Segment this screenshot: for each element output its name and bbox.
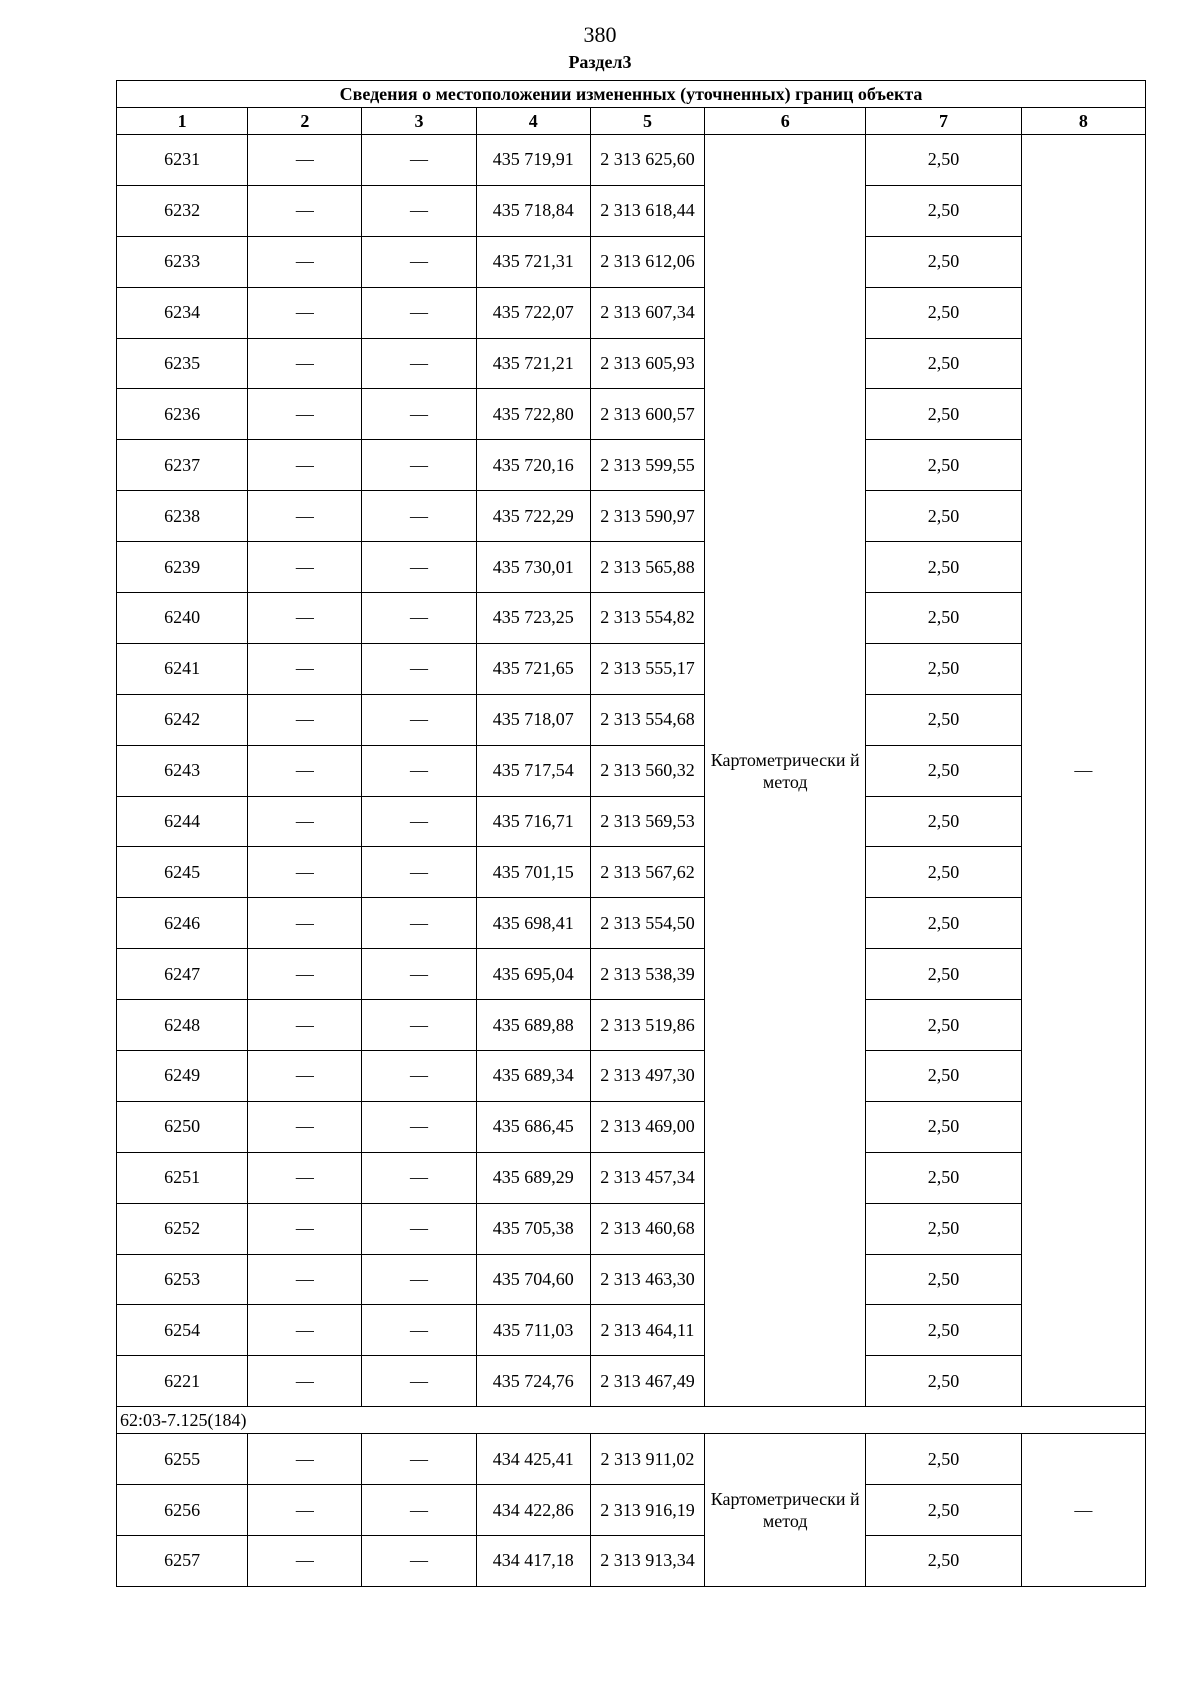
coordinates-table [116, 80, 1146, 1587]
column-2-cell: — [248, 338, 362, 389]
column-number: 4 [476, 108, 590, 135]
point-number-cell: 6231 [117, 135, 248, 186]
x-coordinate-cell: 435 698,41 [476, 898, 590, 949]
column-3-cell: — [362, 1434, 476, 1485]
precision-cell: 2,50 [866, 898, 1021, 949]
point-number-cell: 6250 [117, 1101, 248, 1152]
table-row [117, 338, 1146, 389]
y-coordinate-cell: 2 313 913,34 [590, 1536, 704, 1587]
x-coordinate-cell: 435 719,91 [476, 135, 590, 186]
column-2-cell: — [248, 542, 362, 593]
column-2-cell: — [248, 1101, 362, 1152]
table-row [117, 1051, 1146, 1102]
column-3-cell: — [362, 389, 476, 440]
point-number-cell: 6254 [117, 1305, 248, 1356]
point-number-cell: 6235 [117, 338, 248, 389]
table-row [117, 491, 1146, 542]
precision-cell: 2,50 [866, 135, 1021, 186]
precision-cell: 2,50 [866, 1101, 1021, 1152]
x-coordinate-cell: 435 721,65 [476, 643, 590, 694]
y-coordinate-cell: 2 313 554,68 [590, 694, 704, 745]
point-number-cell: 6233 [117, 236, 248, 287]
point-number-cell: 6236 [117, 389, 248, 440]
column-3-cell: — [362, 796, 476, 847]
x-coordinate-cell: 435 689,29 [476, 1152, 590, 1203]
y-coordinate-cell: 2 313 555,17 [590, 643, 704, 694]
x-coordinate-cell: 434 417,18 [476, 1536, 590, 1587]
y-coordinate-cell: 2 313 567,62 [590, 847, 704, 898]
column-2-cell: — [248, 287, 362, 338]
table-row [117, 898, 1146, 949]
point-number-cell: 6249 [117, 1051, 248, 1102]
table-row [117, 542, 1146, 593]
y-coordinate-cell: 2 313 569,53 [590, 796, 704, 847]
point-number-cell: 6256 [117, 1485, 248, 1536]
table-row [117, 796, 1146, 847]
x-coordinate-cell: 435 722,29 [476, 491, 590, 542]
x-coordinate-cell: 435 695,04 [476, 949, 590, 1000]
table-row [117, 1254, 1146, 1305]
point-number-cell: 6234 [117, 287, 248, 338]
precision-cell: 2,50 [866, 389, 1021, 440]
column-2-cell: — [248, 135, 362, 186]
y-coordinate-cell: 2 313 469,00 [590, 1101, 704, 1152]
x-coordinate-cell: 435 724,76 [476, 1356, 590, 1407]
column-3-cell: — [362, 593, 476, 644]
point-number-cell: 6252 [117, 1203, 248, 1254]
y-coordinate-cell: 2 313 600,57 [590, 389, 704, 440]
column-3-cell: — [362, 1356, 476, 1407]
x-coordinate-cell: 435 716,71 [476, 796, 590, 847]
column-3-cell: — [362, 1000, 476, 1051]
column-2-cell: — [248, 898, 362, 949]
y-coordinate-cell: 2 313 554,50 [590, 898, 704, 949]
column-number: 8 [1021, 108, 1145, 135]
y-coordinate-cell: 2 313 607,34 [590, 287, 704, 338]
method-cell: Картометрически й метод [705, 1434, 866, 1587]
precision-cell: 2,50 [866, 796, 1021, 847]
section-title: Раздел3 [568, 52, 632, 72]
y-coordinate-cell: 2 313 460,68 [590, 1203, 704, 1254]
table-row [117, 1101, 1146, 1152]
table-row [117, 643, 1146, 694]
method-cell: Картометрически й метод [705, 135, 866, 1407]
table-row [117, 694, 1146, 745]
table-row [117, 593, 1146, 644]
x-coordinate-cell: 435 718,84 [476, 185, 590, 236]
column-2-cell: — [248, 949, 362, 1000]
column-2-cell: — [248, 643, 362, 694]
column-2-cell: — [248, 593, 362, 644]
column-3-cell: — [362, 1101, 476, 1152]
point-number-cell: 6246 [117, 898, 248, 949]
column-2-cell: — [248, 1000, 362, 1051]
precision-cell: 2,50 [866, 185, 1021, 236]
column-2-cell: — [248, 1434, 362, 1485]
y-coordinate-cell: 2 313 463,30 [590, 1254, 704, 1305]
column-2-cell: — [248, 1356, 362, 1407]
column-2-cell: — [248, 1305, 362, 1356]
point-number-cell: 6221 [117, 1356, 248, 1407]
column-2-cell: — [248, 185, 362, 236]
y-coordinate-cell: 2 313 560,32 [590, 745, 704, 796]
table-row [117, 1305, 1146, 1356]
column-3-cell: — [362, 1152, 476, 1203]
column-3-cell: — [362, 440, 476, 491]
column-3-cell: — [362, 236, 476, 287]
point-number-cell: 6244 [117, 796, 248, 847]
column-3-cell: — [362, 1485, 476, 1536]
table-row [117, 389, 1146, 440]
table-row [117, 236, 1146, 287]
column-3-cell: — [362, 745, 476, 796]
y-coordinate-cell: 2 313 612,06 [590, 236, 704, 287]
x-coordinate-cell: 434 422,86 [476, 1485, 590, 1536]
table-row [117, 1152, 1146, 1203]
y-coordinate-cell: 2 313 467,49 [590, 1356, 704, 1407]
precision-cell: 2,50 [866, 1000, 1021, 1051]
x-coordinate-cell: 435 720,16 [476, 440, 590, 491]
column-number: 7 [866, 108, 1021, 135]
column-2-cell: — [248, 1152, 362, 1203]
column-2-cell: — [248, 389, 362, 440]
point-number-cell: 6245 [117, 847, 248, 898]
column-3-cell: — [362, 491, 476, 542]
y-coordinate-cell: 2 313 464,11 [590, 1305, 704, 1356]
precision-cell: 2,50 [866, 694, 1021, 745]
column-3-cell: — [362, 847, 476, 898]
table-row [117, 287, 1146, 338]
group-label: 62:03-7.125(184) [117, 1407, 1146, 1434]
column-3-cell: — [362, 1254, 476, 1305]
x-coordinate-cell: 435 704,60 [476, 1254, 590, 1305]
y-coordinate-cell: 2 313 625,60 [590, 135, 704, 186]
column-3-cell: — [362, 338, 476, 389]
table-row [117, 1203, 1146, 1254]
column-3-cell: — [362, 185, 476, 236]
precision-cell: 2,50 [866, 593, 1021, 644]
column-3-cell: — [362, 1051, 476, 1102]
y-coordinate-cell: 2 313 554,82 [590, 593, 704, 644]
precision-cell: 2,50 [866, 287, 1021, 338]
column-3-cell: — [362, 1305, 476, 1356]
point-number-cell: 6253 [117, 1254, 248, 1305]
point-number-cell: 6241 [117, 643, 248, 694]
precision-cell: 2,50 [866, 1356, 1021, 1407]
precision-cell: 2,50 [866, 1485, 1021, 1536]
table-caption: Сведения о местоположении измененных (уточненных) границ объекта [117, 81, 1146, 108]
precision-cell: 2,50 [866, 643, 1021, 694]
column-2-cell: — [248, 745, 362, 796]
x-coordinate-cell: 435 722,07 [476, 287, 590, 338]
y-coordinate-cell: 2 313 565,88 [590, 542, 704, 593]
column-number: 1 [117, 108, 248, 135]
column-3-cell: — [362, 287, 476, 338]
column-2-cell: — [248, 491, 362, 542]
y-coordinate-cell: 2 313 911,02 [590, 1434, 704, 1485]
column-3-cell: — [362, 949, 476, 1000]
table-row [117, 949, 1146, 1000]
x-coordinate-cell: 435 722,80 [476, 389, 590, 440]
x-coordinate-cell: 435 723,25 [476, 593, 590, 644]
column-2-cell: — [248, 1203, 362, 1254]
precision-cell: 2,50 [866, 440, 1021, 491]
x-coordinate-cell: 435 721,31 [476, 236, 590, 287]
precision-cell: 2,50 [866, 1434, 1021, 1485]
point-number-cell: 6240 [117, 593, 248, 644]
column-2-cell: — [248, 796, 362, 847]
table-row [117, 135, 1146, 186]
x-coordinate-cell: 435 689,34 [476, 1051, 590, 1102]
x-coordinate-cell: 435 730,01 [476, 542, 590, 593]
column-2-cell: — [248, 236, 362, 287]
y-coordinate-cell: 2 313 916,19 [590, 1485, 704, 1536]
x-coordinate-cell: 435 686,45 [476, 1101, 590, 1152]
table-row [117, 440, 1146, 491]
point-number-cell: 6257 [117, 1536, 248, 1587]
y-coordinate-cell: 2 313 457,34 [590, 1152, 704, 1203]
y-coordinate-cell: 2 313 618,44 [590, 185, 704, 236]
table-row [117, 1485, 1146, 1536]
point-number-cell: 6255 [117, 1434, 248, 1485]
column-3-cell: — [362, 1203, 476, 1254]
point-number-cell: 6248 [117, 1000, 248, 1051]
x-coordinate-cell: 435 705,38 [476, 1203, 590, 1254]
point-number-cell: 6239 [117, 542, 248, 593]
x-coordinate-cell: 435 689,88 [476, 1000, 590, 1051]
precision-cell: 2,50 [866, 338, 1021, 389]
precision-cell: 2,50 [866, 847, 1021, 898]
table-body [117, 135, 1146, 1587]
column-3-cell: — [362, 694, 476, 745]
precision-cell: 2,50 [866, 1051, 1021, 1102]
precision-cell: 2,50 [866, 236, 1021, 287]
x-coordinate-cell: 435 701,15 [476, 847, 590, 898]
table-row [117, 1356, 1146, 1407]
column-3-cell: — [362, 643, 476, 694]
column-8-cell: — [1021, 1434, 1145, 1587]
column-2-cell: — [248, 1254, 362, 1305]
x-coordinate-cell: 435 711,03 [476, 1305, 590, 1356]
y-coordinate-cell: 2 313 590,97 [590, 491, 704, 542]
point-number-cell: 6242 [117, 694, 248, 745]
table-row [117, 847, 1146, 898]
point-number-cell: 6237 [117, 440, 248, 491]
y-coordinate-cell: 2 313 599,55 [590, 440, 704, 491]
column-8-cell: — [1021, 135, 1145, 1407]
table-row [117, 745, 1146, 796]
column-number: 6 [705, 108, 866, 135]
table-row [117, 185, 1146, 236]
group-label-row [117, 1407, 1146, 1434]
point-number-cell: 6247 [117, 949, 248, 1000]
y-coordinate-cell: 2 313 519,86 [590, 1000, 704, 1051]
column-2-cell: — [248, 1051, 362, 1102]
point-number-cell: 6238 [117, 491, 248, 542]
precision-cell: 2,50 [866, 542, 1021, 593]
x-coordinate-cell: 434 425,41 [476, 1434, 590, 1485]
column-2-cell: — [248, 1485, 362, 1536]
table-row [117, 1434, 1146, 1485]
precision-cell: 2,50 [866, 745, 1021, 796]
column-3-cell: — [362, 898, 476, 949]
precision-cell: 2,50 [866, 1152, 1021, 1203]
column-2-cell: — [248, 1536, 362, 1587]
x-coordinate-cell: 435 717,54 [476, 745, 590, 796]
precision-cell: 2,50 [866, 491, 1021, 542]
column-3-cell: — [362, 135, 476, 186]
column-2-cell: — [248, 694, 362, 745]
column-number: 5 [590, 108, 704, 135]
column-2-cell: — [248, 440, 362, 491]
point-number-cell: 6232 [117, 185, 248, 236]
precision-cell: 2,50 [866, 949, 1021, 1000]
point-number-cell: 6251 [117, 1152, 248, 1203]
y-coordinate-cell: 2 313 497,30 [590, 1051, 704, 1102]
y-coordinate-cell: 2 313 538,39 [590, 949, 704, 1000]
precision-cell: 2,50 [866, 1203, 1021, 1254]
x-coordinate-cell: 435 718,07 [476, 694, 590, 745]
table-row [117, 1536, 1146, 1587]
x-coordinate-cell: 435 721,21 [476, 338, 590, 389]
column-number: 2 [248, 108, 362, 135]
page-number: 380 [583, 22, 617, 47]
precision-cell: 2,50 [866, 1254, 1021, 1305]
column-3-cell: — [362, 1536, 476, 1587]
precision-cell: 2,50 [866, 1536, 1021, 1587]
column-2-cell: — [248, 847, 362, 898]
y-coordinate-cell: 2 313 605,93 [590, 338, 704, 389]
point-number-cell: 6243 [117, 745, 248, 796]
precision-cell: 2,50 [866, 1305, 1021, 1356]
column-number: 3 [362, 108, 476, 135]
column-3-cell: — [362, 542, 476, 593]
table-row [117, 1000, 1146, 1051]
